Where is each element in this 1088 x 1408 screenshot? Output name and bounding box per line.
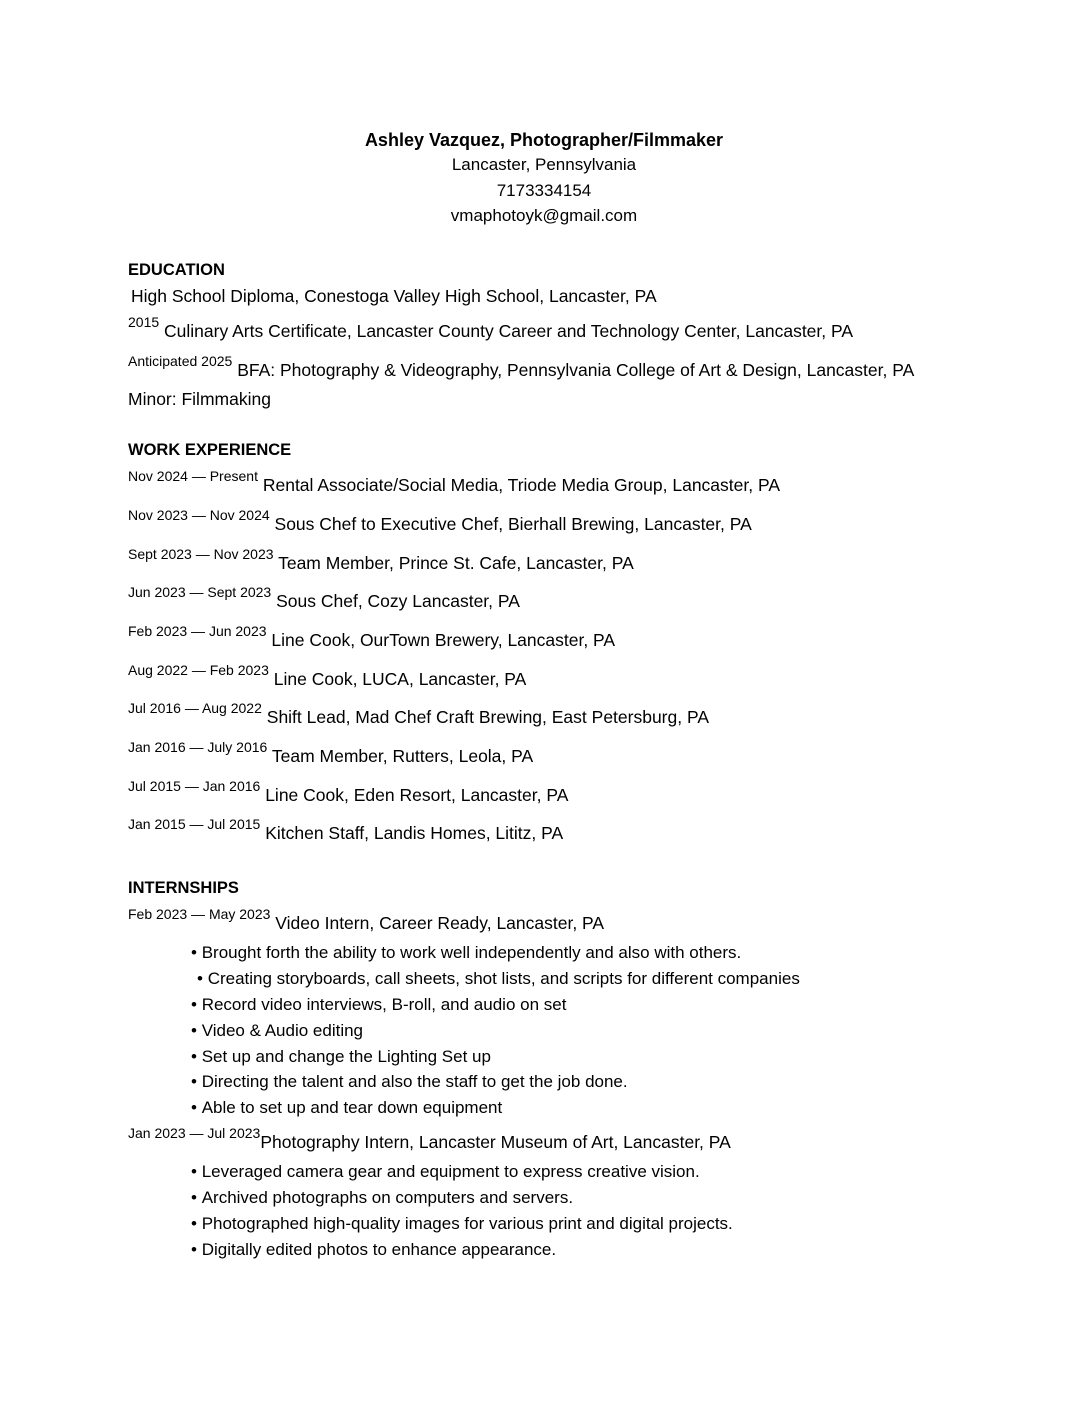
education-text: Culinary Arts Certificate, Lancaster County Career and Technology Center, Lancaster, PA — [164, 321, 854, 341]
work-date: Sept 2023 — Nov 2023 — [128, 546, 274, 562]
work-date: Nov 2023 — Nov 2024 — [128, 507, 270, 523]
work-date: Jan 2015 — Jul 2015 — [128, 816, 261, 832]
internship-bullet-list — [191, 1159, 733, 1263]
education-entry — [131, 284, 657, 308]
work-entry — [128, 546, 634, 576]
bullet-item: • Archived photographs on computers and servers. — [191, 1185, 733, 1211]
work-date: Nov 2024 — Present — [128, 468, 258, 484]
work-date: Jul 2015 — Jan 2016 — [128, 778, 261, 794]
work-entry — [128, 507, 752, 537]
work-heading: WORK EXPERIENCE — [128, 441, 292, 459]
bullet-item: • Record video interviews, B-roll, and audio on set — [191, 992, 800, 1018]
internship-date: Jan 2023 — Jul 2023 — [128, 1125, 261, 1141]
education-minor: Minor: Filmmaking — [128, 389, 271, 409]
work-text: Line Cook, LUCA, Lancaster, PA — [273, 669, 527, 689]
internships-heading: INTERNSHIPS — [128, 879, 239, 897]
education-date: Anticipated 2025 — [128, 353, 233, 369]
work-date: Jan 2016 — July 2016 — [128, 739, 268, 755]
work-text: Kitchen Staff, Landis Homes, Lititz, PA — [265, 823, 564, 843]
candidate-name: Ashley Vazquez, Photographer/Filmmaker — [364, 130, 724, 150]
bullet-item: • Set up and change the Lighting Set up — [191, 1044, 800, 1070]
work-entry — [128, 700, 710, 730]
email: vmaphotoyk@gmail.com — [450, 206, 638, 225]
work-entry — [128, 468, 781, 498]
work-text: Line Cook, Eden Resort, Lancaster, PA — [265, 785, 569, 805]
resume-header — [0, 128, 1088, 229]
work-date: Feb 2023 — Jun 2023 — [128, 623, 267, 639]
internship-text: Photography Intern, Lancaster Museum of Art, Lancaster, PA — [260, 1132, 731, 1152]
education-date: 2015 — [128, 314, 160, 330]
education-entry — [128, 314, 854, 344]
internship-bullet-list — [191, 940, 800, 1121]
work-entry — [128, 816, 564, 846]
work-entry — [128, 739, 534, 769]
work-text: Shift Lead, Mad Chef Craft Brewing, East Petersburg, PA — [266, 707, 710, 727]
work-entry — [128, 623, 616, 653]
bullet-item: • Directing the talent and also the staff to get the job done. — [191, 1069, 800, 1095]
bullet-item: • Able to set up and tear down equipment — [191, 1095, 800, 1121]
phone: 7173334154 — [496, 180, 592, 200]
bullet-item: • Leveraged camera gear and equipment to express creative vision. — [191, 1159, 733, 1185]
bullet-item: • Digitally edited photos to enhance appearance. — [191, 1237, 733, 1263]
work-date: Jul 2016 — Aug 2022 — [128, 700, 262, 716]
work-entry — [128, 662, 527, 692]
internship-text: Video Intern, Career Ready, Lancaster, PA — [275, 913, 605, 933]
work-text: Rental Associate/Social Media, Triode Media Group, Lancaster, PA — [262, 475, 781, 495]
bullet-item: • Creating storyboards, call sheets, shot lists, and scripts for different companies — [191, 966, 800, 992]
work-text: Team Member, Rutters, Leola, PA — [271, 746, 534, 766]
internship-entry — [128, 1125, 731, 1155]
work-text: Sous Chef to Executive Chef, Bierhall Brewing, Lancaster, PA — [274, 514, 752, 534]
work-text: Team Member, Prince St. Cafe, Lancaster, PA — [278, 553, 634, 573]
education-text: BFA: Photography & Videography, Pennsylvania College of Art & Design, Lancaster, PA — [237, 360, 915, 380]
location: Lancaster, Pennsylvania — [451, 155, 637, 174]
education-text: High School Diploma, Conestoga Valley High School, Lancaster, PA — [131, 286, 657, 306]
education-heading: EDUCATION — [128, 261, 225, 279]
bullet-item: • Video & Audio editing — [191, 1018, 800, 1044]
internship-date: Feb 2023 — May 2023 — [128, 906, 271, 922]
work-entry — [128, 778, 569, 808]
bullet-item: • Photographed high-quality images for various print and digital projects. — [191, 1211, 733, 1237]
work-text: Line Cook, OurTown Brewery, Lancaster, PA — [271, 630, 616, 650]
bullet-item: • Brought forth the ability to work well independently and also with others. — [191, 940, 800, 966]
internship-entry — [128, 906, 605, 936]
work-entry — [128, 584, 520, 614]
education-entry — [128, 353, 915, 383]
work-date: Jun 2023 — Sept 2023 — [128, 584, 272, 600]
work-date: Aug 2022 — Feb 2023 — [128, 662, 269, 678]
work-text: Sous Chef, Cozy Lancaster, PA — [276, 591, 520, 611]
